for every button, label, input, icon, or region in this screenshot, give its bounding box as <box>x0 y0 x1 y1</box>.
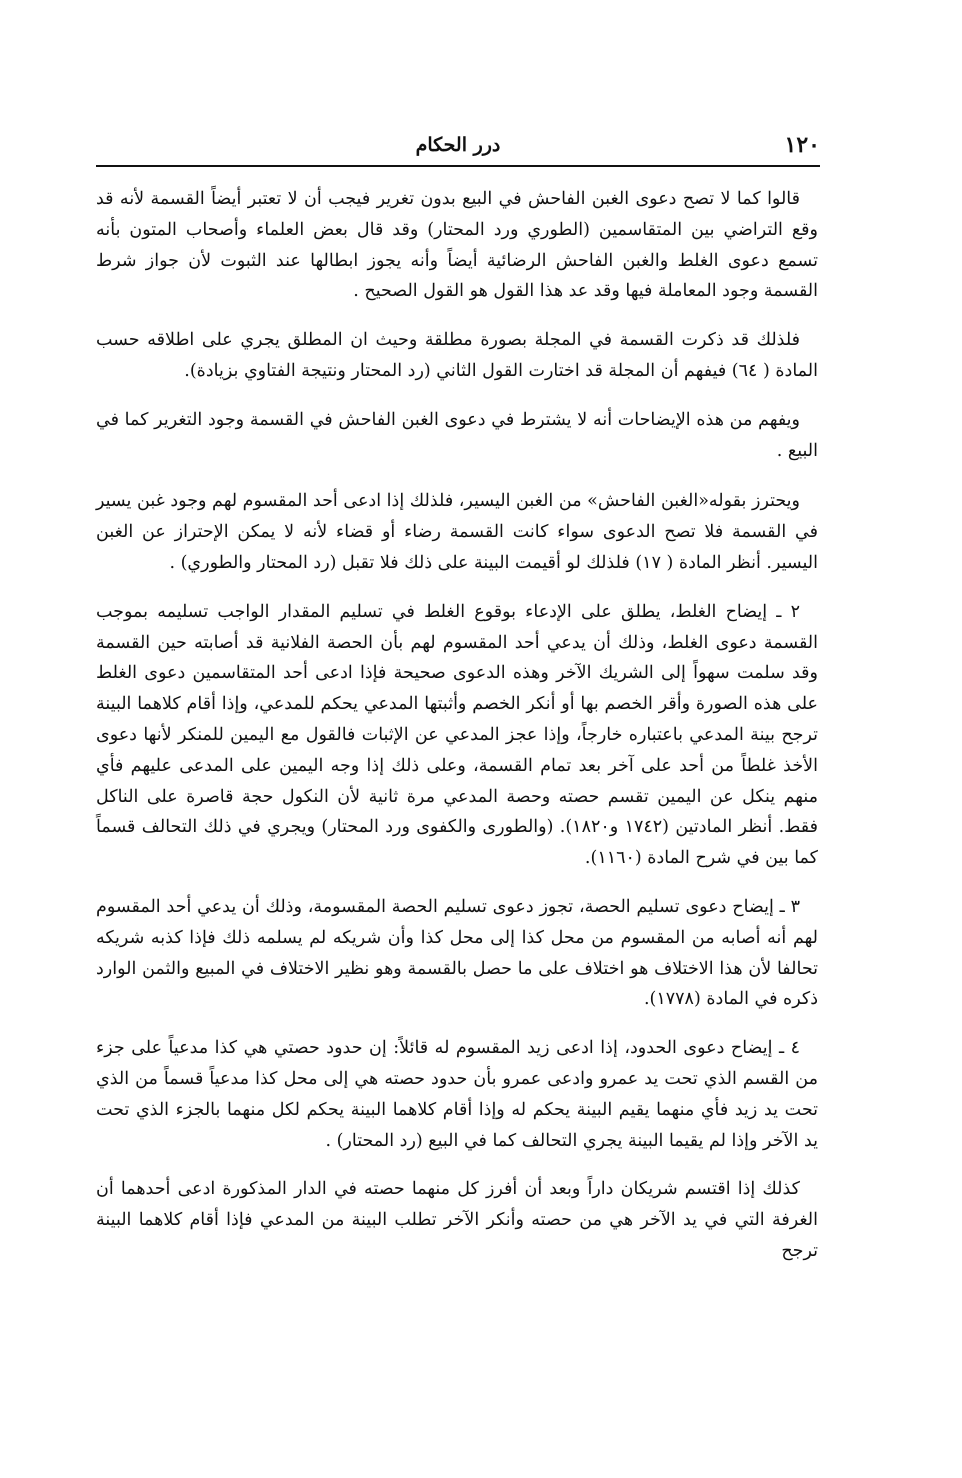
paragraph-5: ٢ ـ إيضاح الغلط، يطلق على الإدعاء بوقوع الغلط في تسليم المقدار الواجب تسليمه بموجب القسمة دعوى الغلط، وذلك أن يدعي أحد المقسوم لهم بأن الحصة الفلانية قد أصابته حين القسمة وقد سلمت سهواً إلى الشريك الآخر وهذه الدعوى صحيحة فإذا ادعى أحد المتقاسمين دعوى الغلط على هذه الصورة وأقر الخصم بها أو أنكر الخصم وأثبتها المدعي يحكم للمدعي، وإذا أقام كلاهما البينة ترجح بينة المدعي باعتباره خارجاً، وإذا عجز المدعي عن الإثبات فالقول مع اليمين للمنكر لأنها دعوى الأخذ غلطاً من أحد على آخر بعد تمام القسمة، وعلى ذلك إذا وجه اليمين على المدعى عليهم فأي منهم ينكل عن اليمين تقسم حصته وحصة المدعي مرة ثانية لأن النكول حجة قاصرة على الناكل فقط. أنظر المادتين (١٧٤٢ و١٨٢٠). (والطورى والكفوى ورد المحتار) ويجري في ذلك التحالف قسماً كما بين في شرح المادة (١١٦٠). <box>96 601 819 869</box>
page-header <box>96 128 820 168</box>
paragraph-8: كذلك إذا اقتسم شريكان داراً وبعد أن أفرز كل منهما حصته في الدار المذكورة ادعى أحدهما أن الغرفة التي في يد الآخر هي من حصته وأنكر الآخر تطلب البينة من المدعي فإذا أقام كلاهما البينة ترجح <box>96 1179 818 1261</box>
header-divider <box>96 165 820 167</box>
running-title: درر الحكام <box>415 134 501 156</box>
page-number: ١٢٠ <box>784 132 820 158</box>
paragraph-2: فلذلك قد ذكرت القسمة في المجلة بصورة مطلقة وحيث ان المطلق يجري على اطلاقه حسب المادة ( ٦٤) فيفهم أن المجلة قد اختارت القول الثاني (رد المحتار ونتيجة الفتاوي بزيادة). <box>96 330 818 381</box>
paragraph-7: ٤ ـ إيضاح دعوى الحدود، إذا ادعى زيد المقسوم له قائلاً: إن حدود حصتي هي كذا مدعياً على جزء من القسم الذي تحت يد عمرو وادعى عمرو بأن حدود حصته هي إلى محل كذا مدعياً قسماً من الذي تحت يد زيد فأي منهما يقيم البينة يحكم له وإذا أقام كلاهما البينة يحكم لكل منهما بالجزء الذي تحت يد الآخر وإذا لم يقيما البينة يجري التحالف كما في البيع (رد المحتار) . <box>96 1038 818 1151</box>
body-text <box>96 184 818 1267</box>
paragraph-3: ويفهم من هذه الإيضاحات أنه لا يشترط في دعوى الغبن الفاحش في القسمة وجود التغرير كما في البيع . <box>96 409 818 461</box>
paragraph-4: ويحترز بقوله«الغبن الفاحش» من الغبن اليسير، فلذلك إذا ادعى أحد المقسوم لهم وجود غبن يسير في القسمة فلا تصح الدعوى سواء كانت القسمة رضاء أو قضاء لأنه لا يمكن الإحتراز عن الغبن اليسير. أنظر المادة ( ١٧) فلذلك لو أقيمت البينة على ذلك فلا تقبل (رد المحتار والطوري) . <box>96 491 818 573</box>
paragraph-6: ٣ ـ إيضاح دعوى تسليم الحصة، تجوز دعوى تسليم الحصة المقسومة، وذلك أن يدعي أحد المقسوم لهم أنه أصابه من المقسوم من محل كذا إلى محل كذا وأن شريكه لم يسلمه ذلك فإذا كذبه شريكه تحالفا لأن هذا الاختلاف هو اختلاف على ما حصل بالقسمة وهو نظير الاختلاف في المبيع والثمن الوارد ذكره في المادة (١٧٧٨). <box>96 896 818 1010</box>
paragraph-1: قالوا كما لا تصح دعوى الغبن الفاحش في البيع بدون تغرير فيجب أن لا تعتبر أيضاً القسمة لأنه قد وقع التراضي بين المتقاسمين (الطوري ورد المحتار) وقد قال بعض العلماء وأصحاب المتون بأنه تسمع دعوى الغلط والغبن الفاحش الرضائية أيضاً وأنه يجوز ابطالها عند الثبوت لأن جواز شرط القسمة وجود المعاملة فيها وقد عد هذا القول هو القول الصحيح . <box>96 189 818 302</box>
